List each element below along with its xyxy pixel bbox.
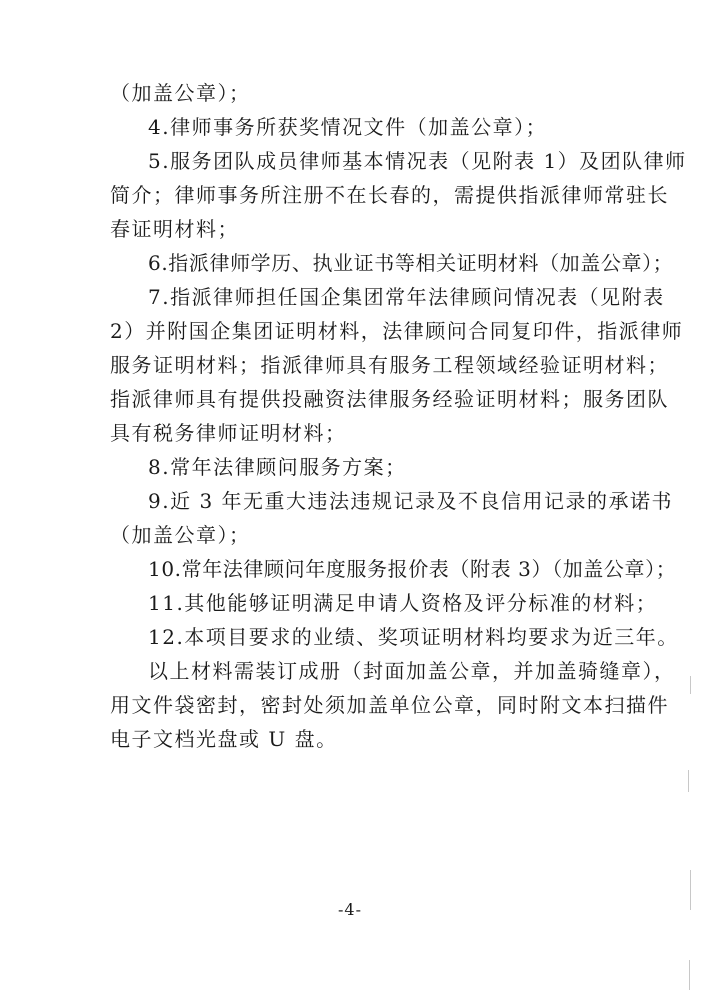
text-line: 服务证明材料；指派律师具有服务工程领域经验证明材料； [110,353,669,377]
page-number: -4- [338,900,362,919]
scan-artifact-line [690,870,691,910]
text-line: 简介；律师事务所注册不在长春的，需提供指派律师常驻长 [110,183,669,207]
text-line: （加盖公章）； [110,81,251,105]
text-line: 电子文档光盘或 U 盘。 [110,727,338,751]
text-line: （加盖公章）； [110,523,251,547]
text-line: 11.其他能够证明满足申请人资格及评分标准的材料； [148,591,658,615]
text-line: 6.指派律师学历、执业证书等相关证明材料（加盖公章）； [148,251,674,275]
scan-artifact-line [690,676,691,694]
text-line: 4.律师事务所获奖情况文件（加盖公章）； [148,115,548,139]
scan-artifact-line [688,770,689,792]
text-line: 具有税务律师证明材料； [110,421,347,445]
text-line: 指派律师具有提供投融资法律服务经验证明材料；服务团队 [110,387,669,411]
text-line: 5.服务团队成员律师基本情况表（见附表 1）及团队律师 [148,149,687,173]
text-line: 12.本项目要求的业绩、奖项证明材料均要求为近三年。 [148,625,679,649]
text-line: 以上材料需装订成册（封面加盖公章，并加盖骑缝章）， [148,659,676,683]
text-line: 10.常年法律顾问年度服务报价表（附表 3）（加盖公章）； [148,557,677,581]
text-line: 春证明材料； [110,217,239,241]
text-line: 2）并附国企集团证明材料，法律顾问合同复印件，指派律师 [110,319,684,343]
text-line: 用文件袋密封，密封处须加盖单位公章，同时附文本扫描件 [110,693,669,717]
text-line: 7.指派律师担任国企集团常年法律顾问情况表（见附表 [148,285,665,309]
scan-artifact-line [689,960,690,990]
text-line: 9.近 3 年无重大违法违规记录及不良信用记录的承诺书 [148,489,674,513]
text-line: 8.常年法律顾问服务方案； [148,455,407,479]
